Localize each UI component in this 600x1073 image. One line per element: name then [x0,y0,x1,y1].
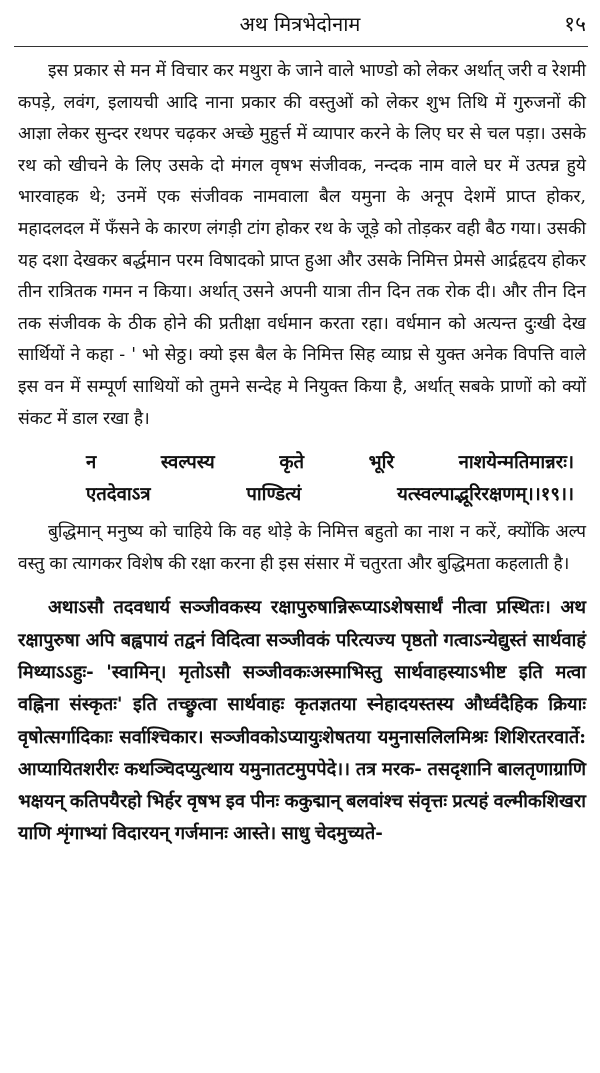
header-rule [14,46,588,47]
verse-line-2: एतदेवाऽत्र पाण्डित्यं यत्स्वल्पाद्भूरिरक्षणम्।।१९।। [86,484,574,506]
running-title: अथ मित्रभेदोनाम [239,12,361,36]
hindi-paragraph-2: बुद्धिमान् मनुष्य को चाहिये कि वह थोड़े के निमित्त बहुतो का नाश न करें, क्योंकि अल्प वस्तु का त्यागकर विशेष की रक्षा करना ही इस संसार में चतुरता और बुद्धिमता कहलाती है। [18,522,586,574]
page-number: १५ [564,12,586,36]
sanskrit-prose-paragraph: अथाऽसौ तदवधार्य सञ्जीवकस्य रक्षापुरुषान्निरूप्याऽशेषसार्थं नीत्वा प्रस्थितः। अथ रक्षापुरुषा अपि बह्वपायं तद्वनं विदित्वा सञ्जीवकं परित्यज्य पृष्ठतो गत्वाऽन्येद्युस्तं सार्थवाहं मिथ्याऽऽहुः- 'स्वामिन्। मृतोऽसौ सञ्जीवकःअस्माभिस्तु सार्थवाहस्याऽभीष्ट इति मत्वा वह्निना संस्कृतः' इति तच्छ्रुत्वा सार्थवाहः कृतज्ञतया स्नेहादयस्तस्य और्ध्वदैहिक क्रियाः वृषोत्सर्गादिकाः सर्वाश्चिकार। सञ्जीवकोऽप्यायुःशेषतया यमुनासलिलमिश्रः शिशिरतरवार्ते: आप्यायितशरीरः कथञ्चिदप्युत्थाय यमुनातटमुपपेदे।। तत्र मरक- तसदृशानि बालतृणाग्राणि भक्षयन् कतिपयैरहो भिर्हर वृषभ इव पीनः ककुद्मान् बलवांश्च संवृत्तः प्रत्यहं वल्मीकशिखरा याणि शृंगाभ्यां विदारयन् गर्जमानः आस्ते। साधु चेदमुच्यते- [18,597,586,845]
verse-line-1: न स्वल्पस्य कृते भूरि नाशयेन्मतिमान्नरः। [86,452,574,474]
page-body [18,56,586,851]
sanskrit-verse [18,447,586,511]
hindi-paragraph-1: इस प्रकार से मन में विचार कर मथुरा के जाने वाले भाण्डो को लेकर अर्थात् जरी व रेशमी कपड़े, लवंग, इलायची आदि नाना प्रकार की वस्तुओं को लेकर शुभ तिथि में गुरुजनों की आज्ञा लेकर सुन्दर रथपर चढ़कर अच्छे मुहुर्त्त में व्यापार करने के लिए घर से चल पड़ा। उसके रथ को खीचने के लिए उसके दो मंगल वृषभ संजीवक, नन्दक नाम वाले घर में उत्पन्न हुये भारवाहक थे; उनमें एक संजीवक नामवाला बैल यमुना के अनूप देशमें प्राप्त होकर, महादलदल में फँसने के कारण लंगड़ी टांग होकर रथ के जूड़े को तोड़कर वही बैठ गया। उसकी यह दशा देखकर बर्द्धमान परम विषादको प्राप्त हुआ और उसके निमित्त प्रेमसे आर्द्रहृदय होकर तीन रात्रितक गमन न किया। अर्थात् उसने अपनी यात्रा तीन दिन तक रोक दी। और तीन दिन तक संजीवक के ठीक होने की प्रतीक्षा वर्धमान करता रहा। वर्धमान को अत्यन्त दुःखी देख सार्थियों ने कहा - ' भो सेठ्ठ। क्यो इस बैल के निमित्त सिह व्याघ्र से युक्त अनेक विपत्ति वाले इस वन में सम्पूर्ण साथियों को तुमने सन्देह मे नियुक्त किया है, अर्थात् सबके प्राणों को क्यों संकट में डाल रखा है। [18,61,586,429]
page-header [0,8,600,48]
